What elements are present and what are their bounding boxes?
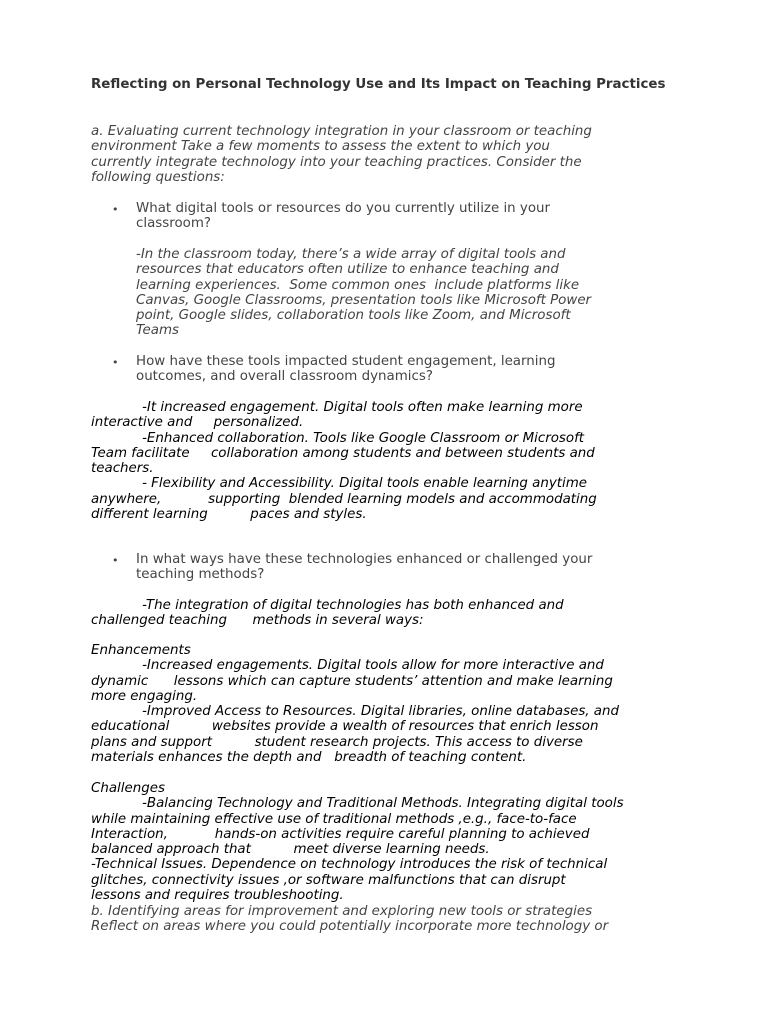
text-line: Reflect on areas where you could potentially incorporate more technology or xyxy=(91,919,609,935)
text-line: a. Evaluating current technology integration in your classroom or teaching xyxy=(91,124,592,139)
text-line: b. Identifying areas for improvement and exploring new tools or strategies xyxy=(91,904,593,919)
text-line: Teams xyxy=(136,323,179,339)
text-line: -The integration of digital technologies has both enhanced and xyxy=(91,598,564,613)
text-line: -Improved Access to Resources. Digital libraries, online databases, and xyxy=(91,704,620,720)
text-line: Canvas, Google Classrooms, presentation tools like Microsoft Power xyxy=(136,292,592,308)
section-b-intro xyxy=(91,904,691,935)
text-line: currently integrate technology into your teaching practices. Consider the xyxy=(91,154,582,170)
bullet-marker: • xyxy=(112,203,119,216)
section-heading: Enhancements xyxy=(91,643,191,658)
text-line: following questions: xyxy=(91,169,225,185)
text-line: learning experiences. Some common ones include platforms like xyxy=(136,277,580,293)
text-line: -Increased engagements. Digital tools allow for more interactive and xyxy=(91,658,604,674)
document-title: Reflecting on Personal Technology Use and Its Impact on Teaching Practices xyxy=(91,77,666,92)
text-line: glitches, connectivity issues ,or software malfunctions that can disrupt xyxy=(91,872,566,888)
text-line: What digital tools or resources do you currently utilize in your xyxy=(136,201,551,216)
text-line: anywhere, supporting blended learning models and accommodating xyxy=(91,491,597,507)
answer-3 xyxy=(91,598,691,629)
question-3 xyxy=(136,552,696,583)
text-line: balanced approach that meet diverse learning needs. xyxy=(91,842,490,858)
text-line: different learning paces and styles. xyxy=(91,507,367,523)
text-line: Team facilitate collaboration among students and between students and xyxy=(91,445,595,461)
text-line: educational websites provide a wealth of resources that enrich lesson xyxy=(91,719,599,735)
text-line: How have these tools impacted student engagement, learning xyxy=(136,354,556,369)
text-line: lessons and requires troubleshooting. xyxy=(91,888,344,904)
text-line: materials enhances the depth and breadth of teaching content. xyxy=(91,750,527,766)
text-line: challenged teaching methods in several ways: xyxy=(91,613,424,629)
bullet-marker: • xyxy=(112,554,119,567)
text-line: classroom? xyxy=(136,216,211,232)
text-line: dynamic lessons which can capture students’ attention and make learning xyxy=(91,673,613,689)
question-1 xyxy=(136,201,696,232)
text-line: In what ways have these technologies enhanced or challenged your xyxy=(136,552,593,567)
text-line: resources that educators often utilize to enhance teaching and xyxy=(136,262,559,278)
question-2 xyxy=(136,354,696,385)
text-line: point, Google slides, collaboration tools like Zoom, and Microsoft xyxy=(136,308,571,324)
text-line: -Enhanced collaboration. Tools like Google Classroom or Microsoft xyxy=(91,430,585,446)
text-line: Interaction, hands-on activities require careful planning to achieved xyxy=(91,826,590,842)
challenges-section xyxy=(91,781,691,903)
text-line: -It increased engagement. Digital tools often make learning more xyxy=(91,400,583,415)
text-line: teachers. xyxy=(91,461,154,477)
text-line: plans and support student research projects. This access to diverse xyxy=(91,734,583,750)
text-line: more engaging. xyxy=(91,688,198,704)
answer-1 xyxy=(136,247,696,339)
text-line: environment Take a few moments to assess the extent to which you xyxy=(91,139,550,155)
text-line: outcomes, and overall classroom dynamics? xyxy=(136,369,433,385)
text-line: -Technical Issues. Dependence on technology introduces the risk of technical xyxy=(91,857,608,873)
bullet-marker: • xyxy=(112,356,119,369)
text-line: while maintaining effective use of traditional methods ,e.g., face-to-face xyxy=(91,811,577,827)
text-line: - Flexibility and Accessibility. Digital tools enable learning anytime xyxy=(91,476,588,492)
text-line: -Balancing Technology and Traditional Methods. Integrating digital tools xyxy=(91,796,624,812)
text-line: interactive and personalized. xyxy=(91,415,304,431)
answer-2 xyxy=(91,400,691,522)
text-line: teaching methods? xyxy=(136,567,265,583)
section-heading: Challenges xyxy=(91,781,165,796)
section-a-intro xyxy=(91,124,691,185)
enhancements-section xyxy=(91,643,691,765)
text-line: -In the classroom today, there’s a wide array of digital tools and xyxy=(136,247,566,262)
